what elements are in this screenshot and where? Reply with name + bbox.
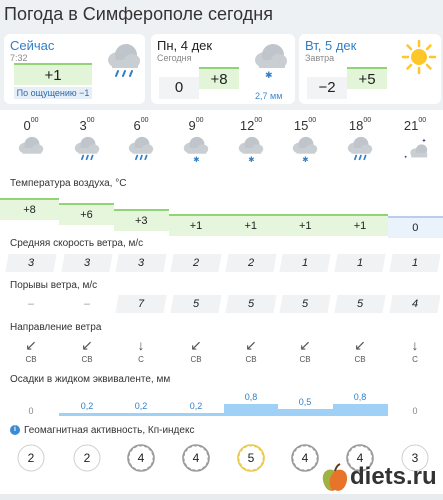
moon-cloud-icon <box>399 134 431 164</box>
wind-direction-label: СВ <box>190 355 202 364</box>
wind-speed-value: 2 <box>192 257 200 269</box>
tomorrow-label: Вт, 5 дек <box>305 38 357 53</box>
svg-text:✱: ✱ <box>302 155 309 164</box>
temperature-cell: +1 <box>333 214 388 236</box>
temperature-cell: 0 <box>388 216 443 238</box>
apple-logo-icon <box>320 462 350 494</box>
wind-direction-cell <box>345 338 375 364</box>
cloud-rain-icon <box>71 134 103 164</box>
gust-value: 5 <box>247 298 255 310</box>
today-sub: Сегодня <box>157 53 192 63</box>
kp-index-circle <box>126 443 156 473</box>
bottom-strip <box>0 494 443 500</box>
precip-value: 0,8 <box>244 392 258 402</box>
today-temp-max: +8 <box>199 67 239 89</box>
gust-cell <box>170 295 221 313</box>
wind-arrow-icon: ↙ <box>245 337 257 353</box>
wind-speed-value: 3 <box>83 257 91 269</box>
today-card[interactable] <box>151 34 295 104</box>
wind-direction-label: СВ <box>81 355 93 364</box>
precip-bar <box>333 404 388 416</box>
hour-label <box>116 118 166 133</box>
wind-direction-label: С <box>138 355 144 364</box>
wind-direction-cell <box>290 338 320 364</box>
gust-cell <box>5 295 56 313</box>
precip-value: 0,2 <box>80 401 94 411</box>
gust-value: 5 <box>192 298 200 310</box>
hour-value: 18 <box>348 118 364 133</box>
wind-speed-heading: Средняя скорость ветра, м/с <box>10 238 144 249</box>
hour-value: 6 <box>133 118 141 133</box>
hour-value: 3 <box>79 118 87 133</box>
wind-speed-value: 1 <box>356 257 364 269</box>
kp-index-circle <box>181 443 211 473</box>
wind-direction-cell <box>400 338 430 364</box>
hour-label <box>6 118 56 133</box>
tomorrow-temp-min: −2 <box>307 77 347 99</box>
wind-direction-label: СВ <box>299 355 311 364</box>
watermark-text: diets.ru <box>350 463 437 490</box>
precip-value: 0,2 <box>189 401 203 411</box>
kp-index-circle <box>290 443 320 473</box>
wind-arrow-icon: ↓ <box>137 337 145 353</box>
sun-icon <box>401 39 437 75</box>
precip-value: 0,2 <box>134 401 148 411</box>
gust-cell <box>334 295 385 313</box>
kp-value: 3 <box>411 451 419 465</box>
tomorrow-temp-max: +5 <box>347 67 387 89</box>
hour-value: 9 <box>188 118 196 133</box>
watermark-logo <box>320 462 443 496</box>
kp-index-circle <box>72 443 102 473</box>
cloud-rain-icon <box>104 40 142 80</box>
wind-speed-cell <box>5 254 56 272</box>
wind-direction-label: СВ <box>25 355 37 364</box>
kp-index-circle <box>236 443 266 473</box>
gust-cell <box>389 295 440 313</box>
hour-minutes: 00 <box>308 117 317 124</box>
temperature-cell: +8 <box>0 198 59 220</box>
cloud-snow-icon <box>289 134 321 164</box>
wind-speed-cell <box>61 254 112 272</box>
geomagnetic-heading: Геомагнитная активность, Кп-индекс <box>24 425 195 436</box>
kp-value: 4 <box>356 451 364 465</box>
wind-direction-cell <box>16 338 46 364</box>
svg-text:✦: ✦ <box>421 138 427 145</box>
temperature-cell: +6 <box>59 203 114 225</box>
hour-minutes: 00 <box>86 117 95 124</box>
cloud-icon <box>15 134 47 164</box>
gust-value: 5 <box>356 298 364 310</box>
kp-value: 4 <box>301 451 309 465</box>
wind-arrow-icon: ↙ <box>81 337 93 353</box>
wind-direction-cell <box>181 338 211 364</box>
current-time: 7:32 <box>10 53 28 63</box>
wind-speed-cell <box>389 254 440 272</box>
temperature-heading: Температура воздуха, °С <box>10 178 127 189</box>
precip-value: 0,8 <box>353 392 367 402</box>
info-icon[interactable]: i <box>10 425 20 435</box>
hour-label <box>226 118 276 133</box>
feels-like: По ощущению −1 <box>14 87 92 99</box>
temperature-row <box>0 194 443 234</box>
current-label: Сейчас <box>10 38 55 53</box>
precip-value: 0,5 <box>298 396 312 407</box>
kp-value: 2 <box>83 451 91 465</box>
hour-label <box>280 118 330 133</box>
today-temp-min: 0 <box>159 77 199 99</box>
svg-text:✱: ✱ <box>265 71 273 80</box>
current-temp: +1 <box>14 63 92 85</box>
hour-icon-row <box>0 134 443 168</box>
kp-value: 5 <box>247 451 255 465</box>
hour-label <box>171 118 221 133</box>
gust-cell <box>225 295 276 313</box>
wind-speed-value: 3 <box>137 257 145 269</box>
hour-value: 12 <box>239 118 255 133</box>
wind-direction-label: СВ <box>354 355 366 364</box>
wind-speed-value: 2 <box>247 257 255 269</box>
hour-label <box>390 118 440 133</box>
gust-value: – <box>83 298 91 310</box>
today-precip: 2,7 мм <box>255 91 283 101</box>
precip-value: 0 <box>28 406 34 416</box>
hour-minutes: 00 <box>254 117 263 124</box>
wind-arrow-icon: ↙ <box>354 337 366 353</box>
cloud-rain-icon <box>125 134 157 164</box>
temperature-cell: +1 <box>224 214 279 236</box>
wind-direction-label: С <box>412 355 418 364</box>
wind-speed-cell <box>115 254 166 272</box>
svg-text:✦: ✦ <box>403 154 408 160</box>
cloud-snow-icon <box>180 134 212 164</box>
cloud-rain-icon <box>344 134 376 164</box>
wind-speed-cell <box>170 254 221 272</box>
gust-cell <box>61 295 112 313</box>
gust-value: 7 <box>137 298 145 310</box>
tomorrow-sub: Завтра <box>305 53 335 63</box>
hour-minutes: 00 <box>363 117 372 124</box>
hour-value: 0 <box>23 118 31 133</box>
gust-cell <box>279 295 330 313</box>
today-label: Пн, 4 дек <box>157 38 213 53</box>
wind-direction-cell <box>236 338 266 364</box>
hour-value: 15 <box>293 118 309 133</box>
hour-value: 21 <box>403 118 419 133</box>
kp-index-circle <box>16 443 46 473</box>
cloud-snow-icon <box>235 134 267 164</box>
wind-speed-value: 3 <box>27 257 35 269</box>
precip-value: 0 <box>412 406 418 416</box>
current-weather-card[interactable] <box>4 34 145 104</box>
precip-bar <box>114 413 169 416</box>
tomorrow-card[interactable] <box>299 34 441 104</box>
gust-value: 4 <box>411 298 419 310</box>
temperature-cell: +3 <box>114 209 169 231</box>
wind-speed-value: 1 <box>411 257 419 269</box>
temperature-cell: +1 <box>169 214 224 236</box>
gusts-heading: Порывы ветра, м/с <box>10 280 98 291</box>
hour-label <box>335 118 385 133</box>
precip-bar <box>169 413 224 416</box>
wind-arrow-icon: ↙ <box>25 337 37 353</box>
wind-direction-cell <box>126 338 156 364</box>
wind-speed-cell <box>225 254 276 272</box>
direction-heading: Направление ветра <box>10 322 102 333</box>
page-title: Погода в Симферополе сегодня <box>4 4 273 24</box>
precip-bar <box>224 404 279 416</box>
wind-direction-label: СВ <box>245 355 257 364</box>
hour-label <box>62 118 112 133</box>
gust-value: – <box>27 298 35 310</box>
gust-value: 5 <box>301 298 309 310</box>
temperature-cell: +1 <box>278 214 333 236</box>
wind-arrow-icon: ↙ <box>299 337 311 353</box>
hour-minutes: 00 <box>30 117 39 124</box>
wind-arrow-icon: ↓ <box>411 337 419 353</box>
wind-speed-cell <box>334 254 385 272</box>
precip-heading: Осадки в жидком эквиваленте, мм <box>10 374 171 385</box>
precip-bar <box>278 409 333 417</box>
svg-text:✱: ✱ <box>248 155 255 164</box>
hour-minutes: 00 <box>418 117 427 124</box>
svg-text:✱: ✱ <box>193 155 200 164</box>
hour-minutes: 00 <box>195 117 204 124</box>
hour-minutes: 00 <box>140 117 149 124</box>
gust-cell <box>115 295 166 313</box>
cloud-snow-icon <box>251 40 289 80</box>
wind-speed-value: 1 <box>301 257 309 269</box>
wind-arrow-icon: ↙ <box>190 337 202 353</box>
wind-direction-cell <box>72 338 102 364</box>
kp-value: 4 <box>192 451 200 465</box>
hourly-forecast-panel <box>0 110 443 500</box>
precip-bar <box>59 413 114 416</box>
kp-value: 4 <box>137 451 145 465</box>
kp-value: 2 <box>27 451 35 465</box>
wind-speed-cell <box>279 254 330 272</box>
